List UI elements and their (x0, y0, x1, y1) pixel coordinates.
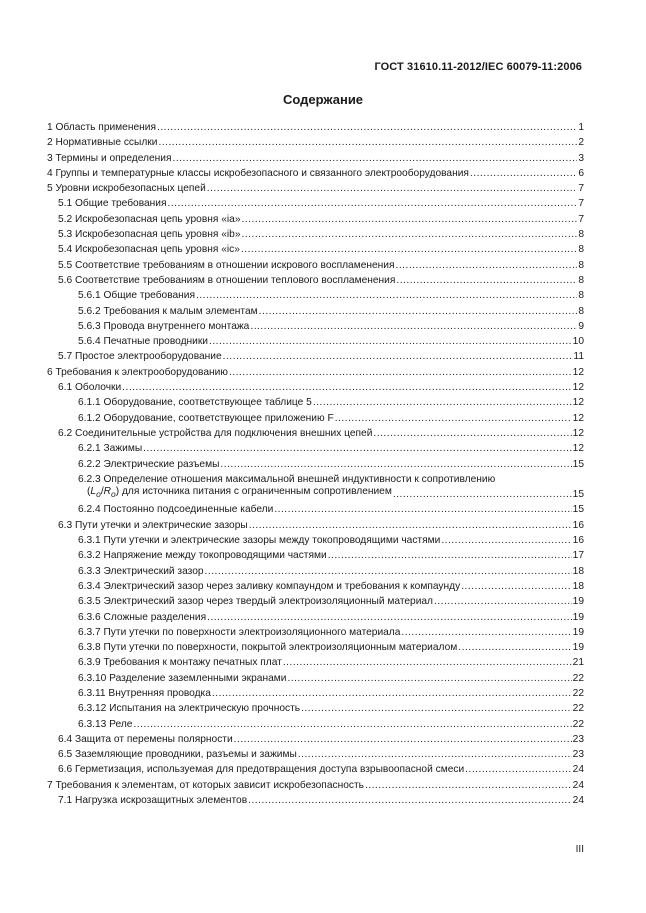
toc-entry-page: 8 (578, 274, 584, 286)
toc-entry[interactable] (47, 242, 584, 257)
toc-entry-label: 5.5 Соответствие требованиям в отношении искрового воспламенения (58, 259, 395, 271)
toc-entry-page: 8 (578, 229, 584, 241)
toc-entry-page: 12 (572, 382, 584, 394)
dot-leader (470, 166, 577, 181)
toc-entry-label: 6.3.1 Пути утечки и электрические зазоры между токопроводящими частями (78, 535, 441, 547)
dot-leader (207, 610, 572, 625)
toc-entry-page: 11 (573, 351, 584, 363)
toc-entry[interactable] (47, 610, 584, 625)
toc-entry-label: 5.4 Искробезопасная цепь уровня «ic» (58, 244, 240, 256)
dot-leader (313, 395, 572, 410)
dot-leader (396, 258, 578, 273)
dot-leader (172, 151, 577, 166)
toc-entry-page: 15 (572, 504, 584, 516)
toc-entry[interactable] (47, 441, 584, 456)
toc-entry-label: 3 Термины и определения (47, 152, 172, 164)
toc-entry[interactable] (47, 395, 584, 410)
dot-leader (287, 671, 571, 686)
toc-entry[interactable] (47, 319, 584, 334)
dot-leader (168, 196, 578, 211)
toc-entry-page: 2 (578, 137, 584, 149)
dot-leader (196, 288, 577, 303)
toc-entry[interactable] (47, 671, 584, 686)
toc-entry-page: 23 (572, 733, 584, 745)
toc-entry-label: 6.2.3 Определение отношения максимальной внешней индуктивности к сопротивлению (78, 473, 496, 485)
toc-entry-label: 6.3.7 Пути утечки по поверхности электроизоляционного материала (78, 626, 401, 638)
toc-entry-label: 6.4 Защита от перемены полярности (58, 733, 233, 745)
toc-entry-page: 10 (572, 336, 584, 348)
toc-entry[interactable] (47, 411, 584, 426)
toc-entry-label: 5.2 Искробезопасная цепь уровня «ia» (58, 213, 241, 225)
toc-entry-page: 22 (572, 672, 584, 684)
toc-entry-label: 6.3.11 Внутренняя проводка (78, 687, 211, 699)
page-number: III (575, 844, 584, 855)
toc-entry-label: 5.6 Соответствие требованиям в отношении теплового воспламенения (58, 274, 396, 286)
toc-entry-page: 12 (572, 412, 584, 424)
toc-entry-label: 6.3.6 Сложные разделения (78, 611, 207, 623)
toc-entry-label: 5.1 Общие требования (58, 198, 167, 210)
toc-entry-page: 15 (572, 489, 584, 501)
toc-entry[interactable] (47, 304, 584, 319)
toc-entry-label: 6.2 Соединительные устройства для подключения внешних цепей (58, 427, 373, 439)
toc-entry-label: 6.1 Оболочки (58, 382, 122, 394)
dot-leader (461, 579, 571, 594)
toc-entry-page: 16 (572, 519, 584, 531)
toc-entry[interactable] (47, 518, 584, 533)
toc-entry-page: 22 (572, 687, 584, 699)
toc-entry-label: 6.2.4 Постоянно подсоединенные кабели (78, 504, 274, 516)
dot-leader (458, 640, 571, 655)
toc-entry-label: 7 Требования к элементам, от которых зависит искробезопасность (47, 779, 364, 791)
toc-entry[interactable] (47, 349, 584, 364)
toc-entry[interactable] (47, 166, 584, 181)
toc-entry-label: 6.6 Герметизация, используемая для предотвращения доступа взрывоопасной смеси (58, 764, 465, 776)
dot-leader (259, 304, 578, 319)
toc-entry[interactable] (47, 594, 584, 609)
table-of-contents (47, 120, 584, 808)
dot-leader (234, 732, 572, 747)
dot-leader (223, 349, 573, 364)
toc-entry-label: 5 Уровни искробезопасных цепей (47, 183, 206, 195)
toc-entry-label: 6.3.5 Электрический зазор через твердый электроизоляционный материал (78, 596, 434, 608)
toc-entry-label: 1 Область применения (47, 122, 156, 133)
toc-entry[interactable] (47, 135, 584, 150)
toc-entry-label: 4 Группы и температурные классы искробезопасного и связанного электрооборудования (47, 167, 469, 179)
toc-entry-page: 1 (578, 122, 584, 133)
toc-entry[interactable] (47, 579, 584, 594)
dot-leader (465, 762, 571, 777)
dot-leader (205, 564, 572, 579)
toc-entry[interactable] (47, 212, 584, 227)
toc-entry[interactable] (47, 640, 584, 655)
toc-entry-page: 9 (578, 320, 584, 332)
toc-entry[interactable] (47, 762, 584, 777)
toc-entry-page: 8 (578, 244, 584, 256)
toc-entry[interactable] (47, 334, 584, 349)
toc-entry[interactable] (47, 732, 584, 747)
page-title: Содержание (282, 92, 364, 107)
dot-leader (283, 655, 572, 670)
toc-entry-page: 8 (578, 259, 584, 271)
toc-entry[interactable] (47, 548, 584, 563)
toc-entry[interactable] (47, 365, 584, 380)
toc-entry-label: 6.3.13 Реле (78, 718, 133, 730)
dot-leader (157, 120, 577, 135)
dot-leader (229, 365, 572, 380)
toc-entry[interactable] (47, 564, 584, 579)
toc-entry[interactable] (47, 227, 584, 242)
toc-entry-label: 6.3.8 Пути утечки по поверхности, покрытой электроизоляционным материалом (78, 642, 458, 654)
dot-leader (365, 778, 572, 793)
toc-entry[interactable] (47, 502, 584, 517)
dot-leader (133, 717, 571, 732)
toc-entry-page: 22 (572, 703, 584, 715)
toc-entry[interactable] (47, 380, 584, 395)
dot-leader (248, 793, 572, 808)
toc-entry[interactable] (47, 258, 584, 273)
toc-entry-label: 6.3.9 Требования к монтажу печатных плат (78, 657, 282, 669)
toc-entry-page: 19 (572, 596, 584, 608)
toc-entry-label: 6.3 Пути утечки и электрические зазоры (58, 519, 248, 531)
toc-entry[interactable] (47, 426, 584, 441)
toc-entry-page: 24 (572, 795, 584, 807)
toc-entry-label: 6.3.4 Электрический зазор через заливку компаундом и требования к компаунду (78, 580, 461, 592)
dot-leader (241, 242, 577, 257)
toc-entry-page: 21 (572, 657, 584, 669)
toc-entry-page: 22 (572, 718, 584, 730)
toc-entry-label: 6 Требования к электрооборудованию (47, 366, 228, 378)
toc-entry-label: 5.6.4 Печатные проводники (78, 336, 208, 348)
toc-entry-label: 6.1.2 Оборудование, соответствующее приложению F (78, 412, 334, 424)
toc-entry-page: 12 (572, 443, 584, 455)
toc-entry-label: 5.6.1 Общие требования (78, 290, 195, 302)
toc-entry[interactable] (47, 181, 584, 196)
dot-leader (250, 319, 577, 334)
toc-entry-label: 6.2.1 Зажимы (78, 443, 143, 455)
toc-entry-page: 3 (578, 152, 584, 164)
dot-leader (335, 411, 572, 426)
toc-entry-label: 6.3.12 Испытания на электрическую прочность (78, 703, 301, 715)
toc-entry[interactable] (47, 120, 584, 135)
dot-leader (242, 227, 578, 242)
toc-entry[interactable] (47, 151, 584, 166)
toc-entry[interactable] (47, 793, 584, 808)
toc-entry[interactable] (47, 625, 584, 640)
toc-entry-page: 19 (572, 611, 584, 623)
dot-leader (301, 701, 572, 716)
dot-leader (401, 625, 571, 640)
toc-entry[interactable] (47, 288, 584, 303)
dot-leader (143, 441, 572, 456)
toc-entry-page: 7 (578, 183, 584, 195)
toc-entry-continuation[interactable] (47, 487, 584, 502)
toc-entry[interactable] (47, 747, 584, 762)
toc-entry-label: 5.6.2 Требования к малым элементам (78, 305, 258, 317)
toc-entry-page: 12 (572, 366, 584, 378)
toc-entry-page: 19 (572, 626, 584, 638)
toc-entry-page: 8 (578, 305, 584, 317)
dot-leader (274, 502, 571, 517)
dot-leader (298, 747, 572, 762)
dot-leader (393, 487, 572, 502)
dot-leader (396, 273, 577, 288)
toc-entry-label: 5.3 Искробезопасная цепь уровня «ib» (58, 229, 241, 241)
dot-leader (212, 686, 572, 701)
toc-entry-label: 6.2.2 Электрические разъемы (78, 458, 220, 470)
toc-entry-label: 5.7 Простое электрооборудование (58, 351, 222, 363)
toc-entry-label: 5.6.3 Провода внутреннего монтажа (78, 320, 250, 332)
toc-entry[interactable] (47, 533, 584, 548)
toc-entry-page: 18 (572, 565, 584, 577)
toc-entry-label: 6.3.3 Электрический зазор (78, 565, 204, 577)
dot-leader (249, 518, 572, 533)
dot-leader (158, 135, 577, 150)
toc-entry-label: 6.5 Заземляющие проводники, разъемы и зажимы (58, 749, 297, 761)
document-header: ГОСТ 31610.11-2012/IEC 60079-11:2006 (374, 61, 582, 73)
toc-entry-label: 6.3.10 Разделение заземленными экранами (78, 672, 287, 684)
dot-leader (220, 457, 571, 472)
toc-entry[interactable] (47, 686, 584, 701)
toc-entry[interactable] (47, 273, 584, 288)
toc-entry-label: $(L_o/R_o)$ для источника питания с ограниченным сопротивлением (87, 486, 392, 500)
toc-entry[interactable] (47, 196, 584, 211)
dot-leader (434, 594, 572, 609)
toc-entry-page: 7 (578, 213, 584, 225)
toc-entry-page: 17 (572, 550, 584, 562)
toc-entry-page: 23 (572, 749, 584, 761)
toc-entry-label: 6.3.2 Напряжение между токопроводящими частями (78, 550, 327, 562)
toc-entry-page: 16 (572, 535, 584, 547)
toc-entry-page: 24 (572, 779, 584, 791)
toc-entry[interactable] (47, 457, 584, 472)
toc-entry-page: 7 (578, 198, 584, 210)
toc-entry-page: 12 (572, 397, 584, 409)
toc-entry[interactable] (47, 778, 584, 793)
toc-entry[interactable] (47, 701, 584, 716)
toc-entry-page: 8 (578, 290, 584, 302)
dot-leader (373, 426, 571, 441)
toc-entry-page: 15 (572, 458, 584, 470)
dot-leader (328, 548, 572, 563)
toc-entry-page: 18 (572, 580, 584, 592)
toc-entry-label: 2 Нормативные ссылки (47, 137, 158, 149)
dot-leader (122, 380, 572, 395)
toc-entry[interactable] (47, 717, 584, 732)
dot-leader (441, 533, 571, 548)
toc-entry-page: 24 (572, 764, 584, 776)
toc-entry[interactable] (47, 655, 584, 670)
toc-entry-label: 7.1 Нагрузка искрозащитных элементов (58, 795, 248, 807)
toc-entry-page: 6 (578, 167, 584, 179)
toc-entry-page: 12 (572, 427, 584, 439)
dot-leader (207, 181, 578, 196)
dot-leader (242, 212, 578, 227)
toc-entry-page: 19 (572, 642, 584, 654)
dot-leader (209, 334, 572, 349)
toc-entry-label: 6.1.1 Оборудование, соответствующее таблице 5 (78, 397, 312, 409)
